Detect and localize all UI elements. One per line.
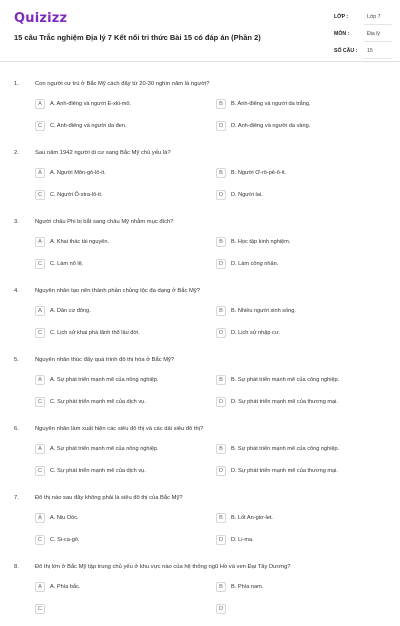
meta-class-label: LỚP : [334,14,349,20]
option-b[interactable] [216,99,386,109]
question-text: Con người cư trú ở Bắc Mỹ cách đây từ 20-30 nghìn năm là người? [35,81,210,87]
option-b-box[interactable]: B [216,306,226,316]
meta-subject [334,27,392,44]
question-number: 1. [14,81,19,87]
option-b-text: B. Phía nam. [231,583,264,590]
option-d-box[interactable]: D [216,190,226,200]
option-b-box[interactable]: B [216,582,226,592]
option-b-text: B. Sự phát triển mạnh mẽ của công nghiệp. [231,376,340,383]
question-number: 2. [14,150,19,156]
option-d[interactable] [216,397,386,407]
option-c[interactable] [35,328,205,338]
option-c-box[interactable]: C [35,121,45,131]
option-a-box[interactable]: A [35,513,45,523]
option-b-box[interactable]: B [216,444,226,454]
question-8 [0,557,400,626]
question-3 [0,212,400,281]
option-c-text: C. Anh-điêng và người da đen. [50,122,127,129]
option-d-text: D. Làm công nhân. [231,260,279,267]
option-c-text: C. Người Ô-xtra-lô-it. [50,191,103,198]
option-a-box[interactable]: A [35,237,45,247]
option-d-box[interactable]: D [216,535,226,545]
question-number: 6. [14,426,19,432]
option-a-box[interactable]: A [35,444,45,454]
question-list [0,74,400,626]
option-a[interactable] [35,513,205,523]
question-number: 4. [14,288,19,294]
option-b[interactable] [216,375,386,385]
option-c-box[interactable]: C [35,466,45,476]
option-b[interactable] [216,168,386,178]
option-d-text: D. Lịch sử nhập cư. [231,329,281,336]
option-d[interactable] [216,604,386,614]
option-b-box[interactable]: B [216,375,226,385]
option-a-text: A. Sự phát triển mạnh mẽ của nông nghiệp. [50,376,159,383]
option-d-box[interactable]: D [216,259,226,269]
meta-class-value: Lớp 7 [367,14,381,20]
meta-class-line [364,24,392,25]
option-c[interactable] [35,121,205,131]
option-b-box[interactable]: B [216,237,226,247]
question-6 [0,419,400,488]
option-c[interactable] [35,397,205,407]
option-b-text: B. Anh-điêng và người da trắng. [231,100,311,107]
option-d-text: D. Sự phát triển mạnh mẽ của thương mại. [231,467,338,474]
option-b[interactable] [216,513,386,523]
option-d-box[interactable]: D [216,604,226,614]
option-c[interactable] [35,259,205,269]
option-a[interactable] [35,99,205,109]
option-d-text: D. Li-ma. [231,536,254,543]
option-d[interactable] [216,190,386,200]
option-c[interactable] [35,190,205,200]
question-2 [0,143,400,212]
option-c-box[interactable]: C [35,535,45,545]
option-b-text: B. Nhiều người sinh sống. [231,307,296,314]
option-a-box[interactable]: A [35,375,45,385]
option-c-box[interactable]: C [35,259,45,269]
worksheet-header [0,0,400,62]
option-b-text: B. Học tập kinh nghiệm. [231,238,291,245]
option-c[interactable] [35,604,205,614]
worksheet-title: 15 câu Trắc nghiệm Địa lý 7 Kết nối tri thức Bài 15 có đáp án (Phần 2) [14,33,261,42]
question-7 [0,488,400,557]
option-b[interactable] [216,444,386,454]
option-a-text: A. Phía bắc. [50,583,81,590]
meta-subject-value: Địa lý [367,31,380,37]
option-b[interactable] [216,237,386,247]
option-c-box[interactable]: C [35,328,45,338]
option-a-text: A. Niu Oóc. [50,514,79,521]
meta-count [334,44,392,61]
option-c-box[interactable]: C [35,397,45,407]
option-b-box[interactable]: B [216,513,226,523]
question-number: 8. [14,564,19,570]
option-b-text: B. Sự phát triển mạnh mẽ của công nghiệp. [231,445,340,452]
option-c-text: C. Làm nô lệ. [50,260,84,267]
question-text: Nguyên nhân làm xuất hiện các siêu đô thị và các dải siêu đô thị? [35,426,204,432]
question-1 [0,74,400,143]
meta-class [334,10,392,27]
question-number: 3. [14,219,19,225]
option-c-box[interactable]: C [35,604,45,614]
question-text: Người châu Phi bị bắt sang châu Mỹ nhằm mục đích? [35,219,174,225]
option-c-box[interactable]: C [35,190,45,200]
option-a[interactable] [35,444,205,454]
option-b-text: B. Lốt An-giơ-let. [231,514,273,521]
option-d[interactable] [216,259,386,269]
option-d-box[interactable]: D [216,466,226,476]
question-text: Đô thị lớn ở Bắc Mỹ tập trung chủ yếu ở khu vực nào của hệ thống ngũ Hồ và ven Đại Tây Dương? [35,564,291,570]
option-a-box[interactable]: A [35,306,45,316]
option-b[interactable] [216,306,386,316]
meta-count-label: SỐ CÂU : [334,48,358,54]
meta-count-line [364,58,392,59]
option-c-text: C. Lịch sử khai phá lãnh thổ lâu đời. [50,329,140,336]
option-a[interactable] [35,168,205,178]
option-d-box[interactable]: D [216,397,226,407]
meta-subject-label: MÔN : [334,31,350,37]
option-a[interactable] [35,306,205,316]
option-d-text: D. Anh-điêng và người da vàng. [231,122,311,129]
option-a[interactable] [35,375,205,385]
option-d[interactable] [216,535,386,545]
option-a-box[interactable]: A [35,168,45,178]
option-a-box[interactable]: A [35,99,45,109]
option-d-text: D. Sự phát triển mạnh mẽ của thương mại. [231,398,338,405]
option-a-text: A. Anh-điêng và người E-xki-mô. [50,100,132,107]
option-d[interactable] [216,121,386,131]
question-text: Nguyên nhân tạo nên thành phần chủng tộc đa dạng ở Bắc Mỹ? [35,288,200,294]
option-d-box[interactable]: D [216,121,226,131]
option-c[interactable] [35,466,205,476]
option-c[interactable] [35,535,205,545]
option-a-text: A. Khai thác tài nguyên. [50,238,110,245]
option-d-box[interactable]: D [216,328,226,338]
option-a-text: A. Dân cư đông. [50,307,91,314]
option-b-text: B. Người Ơ-rô-pê-ô-it. [231,169,287,176]
question-4 [0,281,400,350]
option-b-box[interactable]: B [216,168,226,178]
quizizz-logo: Quizizz [14,11,68,26]
option-b[interactable] [216,582,386,592]
option-d-text: D. Người lai. [231,191,263,198]
option-a-box[interactable]: A [35,582,45,592]
option-a-text: A. Sự phát triển mạnh mẽ của nông nghiệp. [50,445,159,452]
option-b-box[interactable]: B [216,99,226,109]
option-c-text: C. Sự phát triển mạnh mẽ của dịch vụ. [50,467,146,474]
question-text: Đô thị nào sau đây không phải là siêu đô thị của Bắc Mỹ? [35,495,183,501]
meta-count-value: 15 [367,48,373,54]
option-d[interactable] [216,466,386,476]
question-number: 7. [14,495,19,501]
option-c-text: C. Sự phát triển mạnh mẽ của dịch vụ. [50,398,146,405]
option-d[interactable] [216,328,386,338]
option-c-text: C. Si-ca-gô. [50,536,80,543]
question-text: Nguyên nhân thúc đẩy quá trình đô thị hóa ở Bắc Mỹ? [35,357,175,363]
question-text: Sau năm 1942 người di cư sang Bắc Mỹ chủ yếu là? [35,150,171,156]
question-number: 5. [14,357,19,363]
option-a[interactable] [35,237,205,247]
option-a-text: A. Người Môn-gô-lô-it. [50,169,106,176]
question-5 [0,350,400,419]
meta-subject-line [364,41,392,42]
option-a[interactable] [35,582,205,592]
